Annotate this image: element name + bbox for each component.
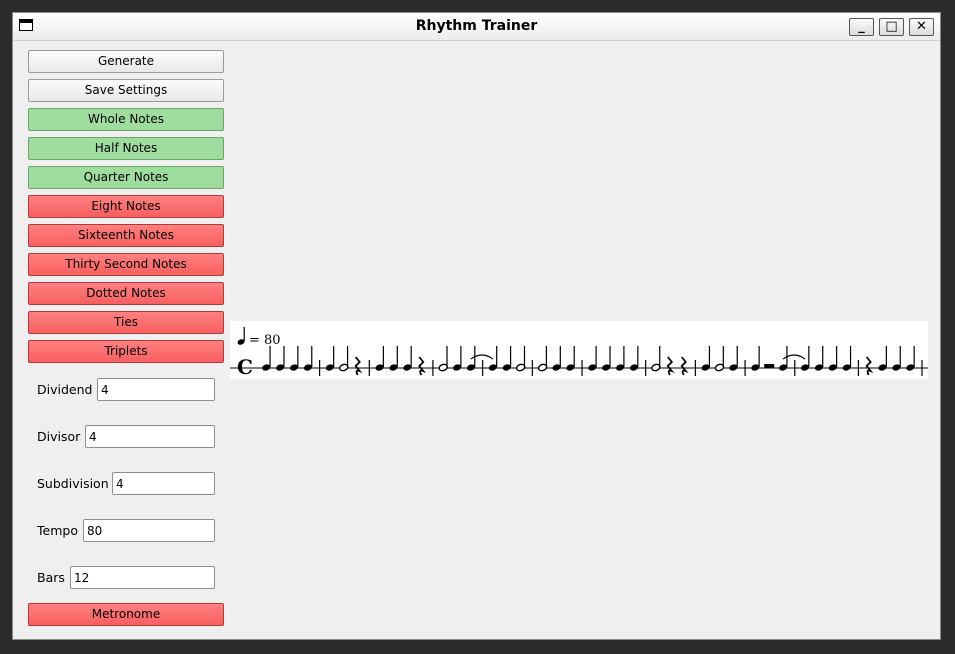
metronome-toggle[interactable]: Metronome — [28, 603, 224, 626]
dotted-notes-toggle[interactable]: Dotted Notes — [28, 282, 224, 305]
eight-notes-toggle[interactable]: Eight Notes — [28, 195, 224, 218]
time-signature: C — [237, 355, 253, 379]
save-settings-button[interactable]: Save Settings — [28, 79, 224, 102]
quarter-notes-toggle[interactable]: Quarter Notes — [28, 166, 224, 189]
sixteenth-notes-toggle[interactable]: Sixteenth Notes — [28, 224, 224, 247]
bars-input[interactable] — [70, 566, 215, 589]
subdivision-input[interactable] — [112, 472, 215, 495]
quarter-rest — [682, 357, 686, 375]
divisor-label: Divisor — [37, 429, 81, 444]
ties-toggle[interactable]: Ties — [28, 311, 224, 334]
tempo-input[interactable] — [83, 519, 215, 542]
subdivision-label: Subdivision — [37, 476, 109, 491]
minimize-button[interactable]: _ — [849, 18, 874, 36]
close-button[interactable]: ✕ — [909, 18, 934, 36]
score-svg — [230, 321, 928, 379]
quarter-rest — [867, 357, 871, 375]
rhythm-score — [230, 321, 928, 379]
quarter-rest — [668, 357, 672, 375]
bars-label: Bars — [37, 570, 65, 585]
divisor-input[interactable] — [85, 425, 215, 448]
maximize-button[interactable]: □ — [879, 18, 904, 36]
title-bar[interactable] — [13, 13, 940, 41]
tempo-label: Tempo — [37, 523, 78, 538]
tempo-marking: = 80 — [249, 333, 281, 348]
app-window — [12, 12, 941, 640]
half-notes-toggle[interactable]: Half Notes — [28, 137, 224, 160]
generate-button[interactable]: Generate — [28, 50, 224, 73]
notes-layer — [261, 346, 922, 376]
whole-notes-toggle[interactable]: Whole Notes — [28, 108, 224, 131]
dividend-input[interactable] — [97, 378, 215, 401]
triplets-toggle[interactable]: Triplets — [28, 340, 224, 363]
half-rest — [764, 364, 774, 368]
thirty-second-notes-toggle[interactable]: Thirty Second Notes — [28, 253, 224, 276]
main-panel — [15, 41, 936, 635]
quarter-rest — [419, 357, 423, 375]
dividend-label: Dividend — [37, 382, 93, 397]
quarter-rest — [356, 357, 360, 375]
window-title: Rhythm Trainer — [415, 18, 538, 34]
